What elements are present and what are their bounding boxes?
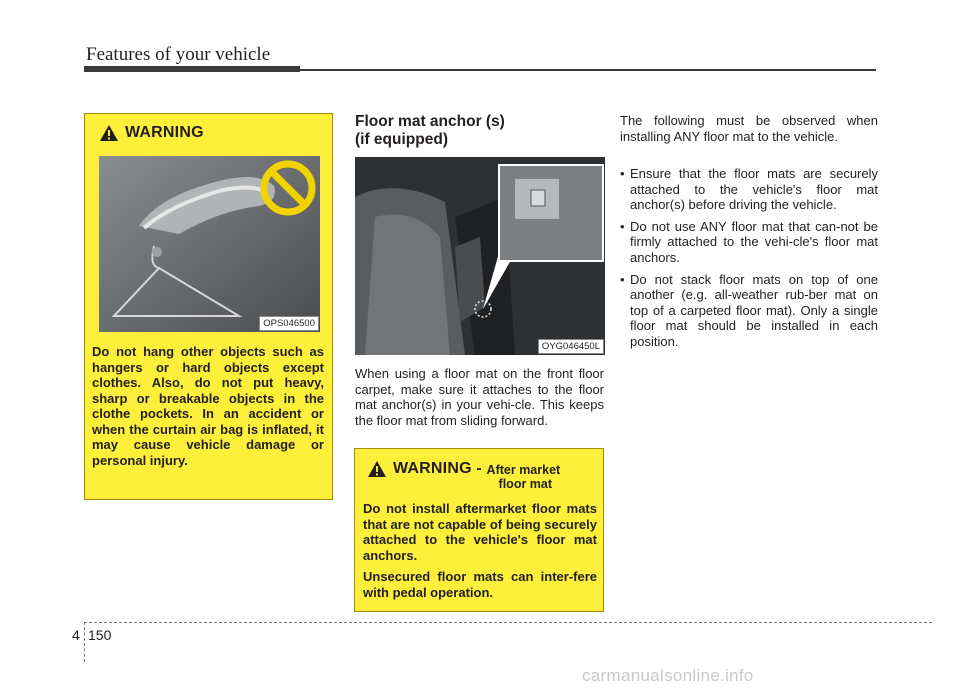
list-item-text: Do not use ANY floor mat that can-not be firmly attached to the vehi-cle's floor mat anchors.	[630, 218, 878, 265]
warning-subtitle-line1: After market	[486, 463, 561, 477]
list-item-text: Do not stack floor mats on top of one another (e.g. all-weather rub-ber mat on top of a carpeted floor mat). Only a single floor mat should be installed in each position.	[630, 271, 878, 349]
section-title-line2: (if equipped)	[355, 131, 448, 148]
floor-mat-illustration	[355, 157, 605, 355]
warning-header	[99, 124, 204, 142]
list-item	[620, 166, 878, 213]
warning-header	[367, 460, 560, 491]
warning-box-hanger	[84, 113, 333, 500]
right-column-intro: The following must be observed when installing ANY floor mat to the vehicle.	[620, 113, 878, 144]
bullet-icon: •	[620, 218, 625, 234]
warning-title: WARNING -	[393, 460, 487, 477]
intro-paragraph: When using a floor mat on the front floor carpet, make sure it attaches to the floor mat anchor(s) in your vehi-cle. This keeps the floor mat from sliding forward.	[355, 366, 604, 428]
watermark: carmanualsonline.info	[582, 666, 754, 685]
requirements-list	[620, 166, 878, 356]
image-code-label: OYG046450L	[538, 339, 604, 354]
hanger-illustration	[99, 156, 320, 332]
warning-subtitle	[487, 463, 561, 491]
list-item	[620, 219, 878, 266]
section-title	[355, 113, 505, 149]
warning-box-aftermarket-mat	[354, 448, 604, 612]
warning-triangle-icon	[99, 124, 119, 142]
warning-triangle-icon	[367, 460, 387, 478]
prohibition-icon	[258, 158, 318, 218]
bullet-icon: •	[620, 166, 625, 181]
footer-rule	[84, 622, 932, 623]
section-title-line1: Floor mat anchor (s)	[355, 113, 505, 130]
floor-mat-anchor-photo	[355, 157, 605, 355]
header-rule-thin	[300, 69, 876, 71]
bullet-icon: •	[620, 271, 625, 287]
warning-paragraph-2: Unsecured floor mats can inter-fere with pedal operation.	[363, 569, 597, 600]
footer-separator	[84, 622, 85, 662]
chapter-number: 4	[72, 627, 80, 643]
warning-subtitle-line2: floor mat	[498, 477, 553, 491]
warning-title: WARNING	[125, 124, 204, 141]
page-number: 150	[88, 627, 112, 643]
warning-paragraph-1: Do not install aftermarket floor mats that are not capable of being securely attached to the vehicle's floor mat anchors.	[363, 501, 597, 563]
warning-text: Do not hang other objects such as hangers or hard objects except clothes. Also, do not put heavy, sharp or breakable objects in the clothe pockets. In an accident or when the curtain air bag is inflated, it may cause vehicle damage or personal injury.	[92, 344, 324, 468]
page-header-title: Features of your vehicle	[86, 44, 271, 65]
header-rule-thick	[84, 66, 300, 72]
list-item-text: Ensure that the floor mats are securely attached to the vehicle's floor mat anchor(s) before driving the vehicle.	[630, 166, 878, 213]
list-item	[620, 272, 878, 350]
image-code-label: OPS046500	[259, 316, 319, 331]
